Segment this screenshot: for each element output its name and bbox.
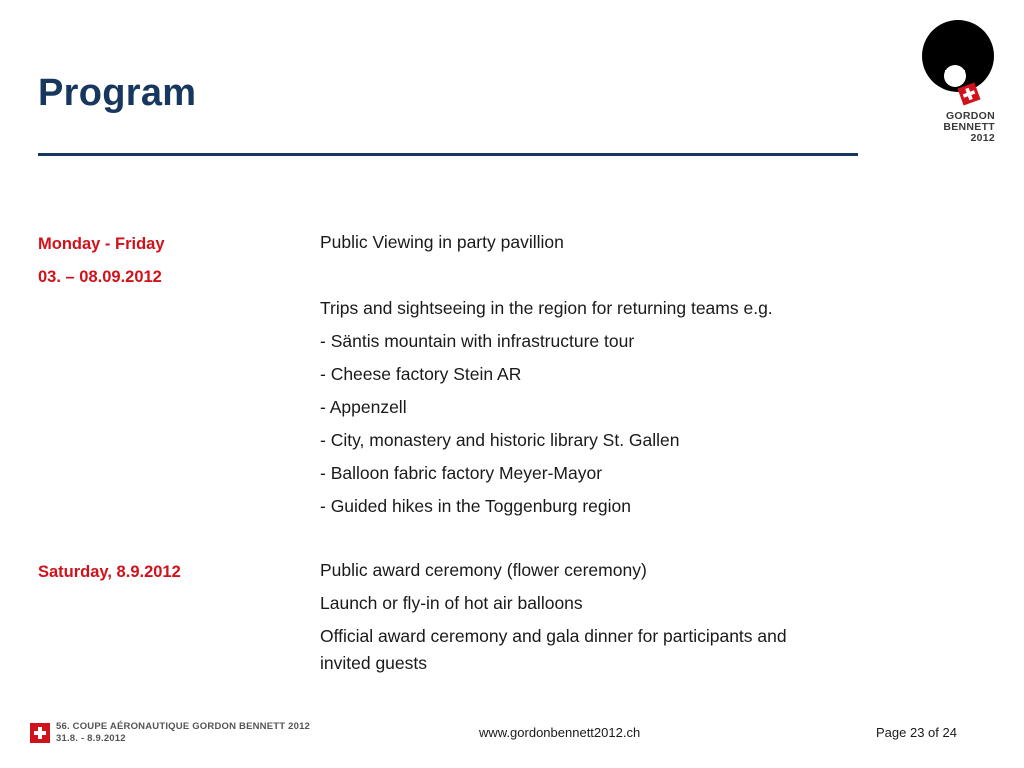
date-line-1: Monday - Friday — [38, 235, 165, 253]
list-item: Launch or fly-in of hot air balloons — [320, 593, 583, 613]
list-item: Public award ceremony (flower ceremony) — [320, 560, 647, 580]
list-item: Public Viewing in party pavillion — [320, 232, 564, 252]
logo-line-3: 2012 — [970, 132, 995, 144]
page-title: Program — [38, 72, 197, 114]
list-item: invited guests — [320, 653, 428, 673]
footer-org-title: 56. COUPE AÉRONAUTIQUE GORDON BENNETT 2012 — [56, 721, 311, 732]
footer-org-dates: 31.8. - 8.9.2012 — [56, 733, 126, 744]
page-number: Page 23 of 24 — [876, 725, 957, 740]
schedule-date-monday-friday — [38, 231, 165, 297]
list-item: Official award ceremony and gala dinner for participants and — [320, 626, 787, 646]
logo-wordmark — [905, 111, 995, 144]
swiss-flag-icon — [30, 723, 50, 743]
date-line-1: Saturday, 8.9.2012 — [38, 563, 181, 581]
schedule-items-weekdays — [320, 229, 910, 526]
balloon-logo-icon — [905, 14, 1005, 114]
logo-line-1: GORDON — [945, 110, 995, 122]
footer-organization — [56, 721, 310, 745]
schedule-items-saturday — [320, 557, 910, 677]
list-item: - Cheese factory Stein AR — [320, 364, 522, 384]
title-divider — [38, 153, 858, 156]
list-item: - City, monastery and historic library St. Gallen — [320, 430, 680, 450]
list-item: - Balloon fabric factory Meyer-Mayor — [320, 463, 603, 483]
footer-website-link[interactable]: www.gordonbennett2012.ch — [479, 725, 641, 740]
list-item: Trips and sightseeing in the region for returning teams e.g. — [320, 298, 773, 318]
logo-line-2: BENNETT — [943, 121, 995, 133]
list-item — [320, 262, 910, 295]
list-item: - Guided hikes in the Toggenburg region — [320, 496, 632, 516]
schedule-date-saturday — [38, 559, 181, 592]
date-line-2: 03. – 08.09.2012 — [38, 268, 162, 286]
list-item: - Säntis mountain with infrastructure tour — [320, 331, 635, 351]
gordon-bennett-logo — [905, 14, 1005, 154]
list-item: - Appenzell — [320, 397, 407, 417]
